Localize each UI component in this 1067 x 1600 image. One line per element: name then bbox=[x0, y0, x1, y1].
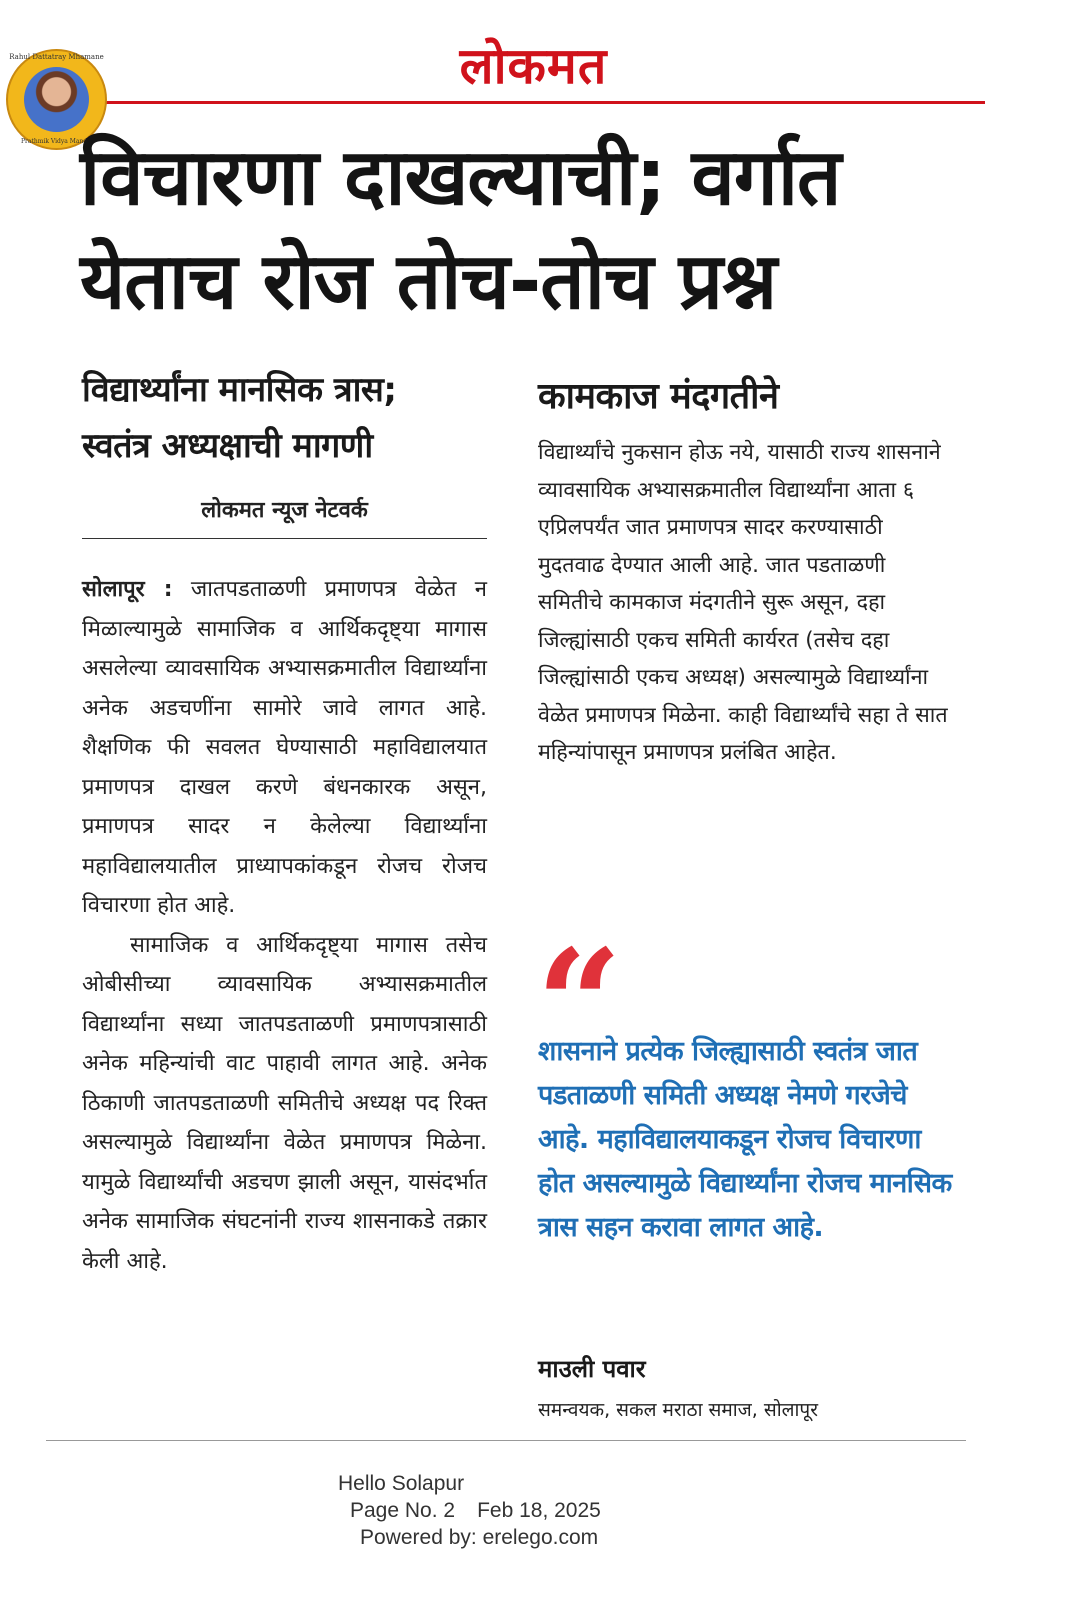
avatar bbox=[24, 67, 89, 132]
left-paragraph-2: सामाजिक व आर्थिकदृष्ट्या मागास तसेच ओबीसीच्या व्यावसायिक अभ्यासक्रमातील विद्यार्थ्यांना सध्या जातपडताळणी प्रमाणपत्रासाठी अनेक महिन्यांची वाट पाहावी लागत आहे. अनेक ठिकाणी जातपडताळणी समितीचे अध्यक्ष पद रिक्त असल्यामुळे विद्यार्थ्यांना वेळेत प्रमाणपत्र मिळेना. यामुळे विद्यार्थ्यांची अडचण झाली असून, यासंदर्भात अनेक सामाजिक संघटनांनी राज्य शासनाकडे तक्रार केली आहे. bbox=[82, 932, 487, 1274]
headline-line-1: विचारणा दाखल्याची; वर्गात bbox=[80, 133, 841, 223]
footer-date: Feb 18, 2025 bbox=[477, 1499, 601, 1522]
quote-author-role: समन्वयक, सकल मराठा समाज, सोलापूर bbox=[538, 1399, 818, 1421]
quote-mark-icon: “ bbox=[536, 917, 623, 1093]
footer-page: Page No. 2 bbox=[350, 1499, 456, 1522]
right-article-body bbox=[538, 434, 948, 772]
dateline: सोलापूर : bbox=[82, 577, 173, 602]
pull-quote: शासनाने प्रत्येक जिल्ह्यासाठी स्वतंत्र जात पडताळणी समिती अध्यक्ष नेमणे गरजेचे आहे. महाविद्यालयाकडून रोजच विचारणा होत असल्यामुळे विद्यार्थ्यांना रोजच मानसिक त्रास सहन करावा लागत आहे. bbox=[538, 1036, 952, 1243]
right-paragraph: विद्यार्थ्यांचे नुकसान होऊ नये, यासाठी राज्य शासनाने व्यावसायिक अभ्यासक्रमातील विद्यार्थ्यांना आता ६ एप्रिलपर्यंत जात प्रमाणपत्र सादर करण्यासाठी मुदतवाढ देण्यात आली आहे. जात पडताळणी समितीचे कामकाज मंदगतीने सुरू असून, दहा जिल्ह्यांसाठी एकच समिती कार्यरत (तसेच दहा जिल्ह्यांसाठी एकच अध्यक्ष) असल्यामुळे विद्यार्थ्यांना वेळेत प्रमाणपत्र मिळेना. काही विद्यार्थ्यांचे सहा ते सात महिन्यांपासून प्रमाणपत्र प्रलंबित आहेत. bbox=[538, 440, 948, 765]
footer-rule bbox=[46, 1440, 966, 1441]
byline: लोकमत न्यूज नेटवर्क bbox=[201, 498, 368, 523]
subheadline bbox=[82, 362, 502, 474]
badge-top-text: Rahul Dattatray Mhamane bbox=[9, 53, 104, 61]
left-article-body bbox=[82, 570, 487, 1281]
masthead-rule bbox=[105, 101, 985, 104]
left-paragraph-1 bbox=[82, 570, 487, 926]
right-article-heading: कामकाज मंदगतीने bbox=[538, 376, 779, 417]
footer-source: Hello Solapur bbox=[338, 1472, 465, 1495]
badge-bottom-text: Prathmik Vidya Mandir bbox=[21, 138, 92, 145]
subhead-line-2: स्वतंत्र अध्यक्षाची मागणी bbox=[82, 426, 373, 466]
page-headline bbox=[80, 126, 980, 334]
headline-line-2: येताच रोज तोच-तोच प्रश्न bbox=[80, 237, 777, 327]
masthead-logo: लोकमत bbox=[459, 37, 608, 95]
footer bbox=[300, 1470, 680, 1551]
left-paragraph-1-text: जातपडताळणी प्रमाणपत्र वेळेत न मिळाल्यामुळे सामाजिक व आर्थिकदृष्ट्या मागास असलेल्या व्यावसायिक अभ्यासक्रमातील विद्यार्थ्यांना अनेक अडचणींना सामोरे जावे लागत आहे. शैक्षणिक फी सवलत घेण्यासाठी महाविद्यालयात प्रमाणपत्र दाखल करणे बंधनकारक असून, प्रमाणपत्र सादर न केलेल्या विद्यार्थ्यांना महाविद्यालयातील प्राध्यापकांकडून रोजच रोजच विचारणा होत आहे. bbox=[82, 577, 487, 918]
column-divider bbox=[82, 538, 487, 539]
footer-page-date bbox=[300, 1497, 680, 1524]
quote-author: माउली पवार bbox=[538, 1355, 646, 1383]
footer-powered-by[interactable]: Powered by: erelego.com bbox=[360, 1526, 599, 1549]
subhead-line-1: विद्यार्थ्यांना मानसिक त्रास; bbox=[82, 370, 397, 410]
